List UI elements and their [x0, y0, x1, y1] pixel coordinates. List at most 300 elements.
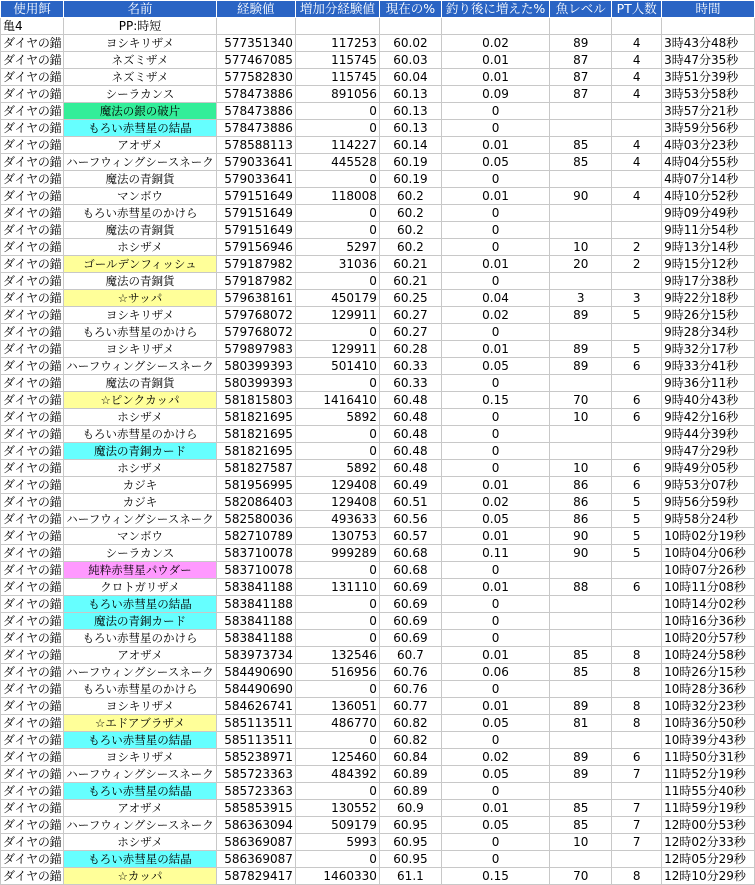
party-size-cell[interactable]	[612, 103, 662, 120]
exp-cell[interactable]: 581815803	[216, 392, 295, 409]
exp-cell[interactable]: 579151649	[216, 222, 295, 239]
current-pct-cell[interactable]: 60.69	[379, 630, 441, 647]
time-cell[interactable]: 10時11分08秒	[662, 579, 755, 596]
name-cell[interactable]: ☆サッパ	[64, 290, 216, 307]
name-cell[interactable]: ハーフウィングシースネーク	[64, 154, 216, 171]
party-size-cell[interactable]: 8	[612, 698, 662, 715]
party-size-cell[interactable]: 4	[612, 69, 662, 86]
name-cell[interactable]: ホシザメ	[64, 834, 216, 851]
exp-cell[interactable]: 583841188	[216, 579, 295, 596]
bait-cell[interactable]: ダイヤの錨	[1, 171, 64, 188]
time-cell[interactable]: 9時53分07秒	[662, 477, 755, 494]
bait-cell[interactable]: ダイヤの錨	[1, 120, 64, 137]
pct-gain-cell[interactable]: 0	[441, 426, 549, 443]
pct-gain-cell[interactable]: 0.01	[441, 698, 549, 715]
time-cell[interactable]: 10時20分57秒	[662, 630, 755, 647]
pct-gain-cell[interactable]: 0.05	[441, 154, 549, 171]
bait-cell[interactable]: ダイヤの錨	[1, 766, 64, 783]
exp-cell[interactable]: 581821695	[216, 443, 295, 460]
name-cell[interactable]: 魔法の銀の破片	[64, 103, 216, 120]
pct-gain-cell[interactable]: 0.02	[441, 749, 549, 766]
party-size-cell[interactable]: 4	[612, 137, 662, 154]
party-size-cell[interactable]: 4	[612, 188, 662, 205]
exp-gain-cell[interactable]: 118008	[295, 188, 379, 205]
pct-gain-cell[interactable]: 0.05	[441, 511, 549, 528]
exp-cell[interactable]: 586369087	[216, 851, 295, 868]
name-cell[interactable]: シーラカンス	[64, 545, 216, 562]
exp-gain-cell[interactable]: 0	[295, 222, 379, 239]
current-pct-cell[interactable]: 60.2	[379, 205, 441, 222]
fish-level-cell[interactable]: 81	[550, 715, 612, 732]
party-size-cell[interactable]	[612, 324, 662, 341]
party-size-cell[interactable]	[612, 681, 662, 698]
exp-cell[interactable]: 580399393	[216, 358, 295, 375]
empty-cell[interactable]	[612, 18, 662, 35]
party-size-cell[interactable]	[612, 613, 662, 630]
party-size-cell[interactable]: 7	[612, 800, 662, 817]
pct-gain-cell[interactable]: 0	[441, 613, 549, 630]
exp-gain-cell[interactable]: 0	[295, 596, 379, 613]
exp-gain-cell[interactable]: 0	[295, 273, 379, 290]
current-pct-cell[interactable]: 60.68	[379, 545, 441, 562]
bait-cell[interactable]: ダイヤの錨	[1, 69, 64, 86]
time-cell[interactable]: 11時59分19秒	[662, 800, 755, 817]
exp-cell[interactable]: 584490690	[216, 681, 295, 698]
exp-cell[interactable]: 578473886	[216, 103, 295, 120]
exp-cell[interactable]: 580399393	[216, 375, 295, 392]
current-pct-cell[interactable]: 60.27	[379, 307, 441, 324]
name-cell[interactable]: シーラカンス	[64, 86, 216, 103]
exp-cell[interactable]: 578473886	[216, 86, 295, 103]
name-cell[interactable]: アオザメ	[64, 647, 216, 664]
exp-gain-cell[interactable]: 486770	[295, 715, 379, 732]
exp-gain-cell[interactable]: 1460330	[295, 868, 379, 885]
name-cell[interactable]: もろい赤彗星の結晶	[64, 783, 216, 800]
time-cell[interactable]: 9時28分34秒	[662, 324, 755, 341]
exp-cell[interactable]: 579156946	[216, 239, 295, 256]
name-cell[interactable]: アオザメ	[64, 137, 216, 154]
time-cell[interactable]: 9時42分16秒	[662, 409, 755, 426]
header-pct-gain[interactable]: 釣り後に増えた%	[441, 1, 549, 18]
fish-level-cell[interactable]: 85	[550, 817, 612, 834]
bait-cell[interactable]: ダイヤの錨	[1, 256, 64, 273]
pct-gain-cell[interactable]: 0	[441, 630, 549, 647]
pct-gain-cell[interactable]: 0.01	[441, 69, 549, 86]
bait-cell[interactable]: ダイヤの錨	[1, 545, 64, 562]
party-size-cell[interactable]	[612, 222, 662, 239]
bait-cell[interactable]: ダイヤの錨	[1, 596, 64, 613]
header-bait[interactable]: 使用餌	[1, 1, 64, 18]
exp-gain-cell[interactable]: 0	[295, 171, 379, 188]
name-cell[interactable]: ハーフウィングシースネーク	[64, 766, 216, 783]
name-cell[interactable]: ネズミザメ	[64, 69, 216, 86]
fish-level-cell[interactable]	[550, 273, 612, 290]
name-cell[interactable]: 魔法の青銅カード	[64, 613, 216, 630]
exp-cell[interactable]: 579187982	[216, 273, 295, 290]
fish-level-cell[interactable]	[550, 613, 612, 630]
name-cell[interactable]: ヨシキリザメ	[64, 307, 216, 324]
pct-gain-cell[interactable]: 0	[441, 596, 549, 613]
name-cell[interactable]: もろい赤彗星のかけら	[64, 324, 216, 341]
pct-gain-cell[interactable]: 0	[441, 324, 549, 341]
name-cell[interactable]: 魔法の青銅貨	[64, 171, 216, 188]
party-size-cell[interactable]: 5	[612, 494, 662, 511]
exp-cell[interactable]: 586369087	[216, 834, 295, 851]
time-cell[interactable]: 4時03分23秒	[662, 137, 755, 154]
current-pct-cell[interactable]: 60.89	[379, 766, 441, 783]
time-cell[interactable]: 10時24分58秒	[662, 647, 755, 664]
time-cell[interactable]: 9時11分54秒	[662, 222, 755, 239]
current-pct-cell[interactable]: 60.84	[379, 749, 441, 766]
exp-gain-cell[interactable]: 891056	[295, 86, 379, 103]
fish-level-cell[interactable]: 10	[550, 834, 612, 851]
name-cell[interactable]: カジキ	[64, 477, 216, 494]
empty-cell[interactable]	[295, 18, 379, 35]
exp-gain-cell[interactable]: 5297	[295, 239, 379, 256]
current-pct-cell[interactable]: 60.14	[379, 137, 441, 154]
party-size-cell[interactable]: 2	[612, 256, 662, 273]
exp-gain-cell[interactable]: 136051	[295, 698, 379, 715]
fish-level-cell[interactable]: 3	[550, 290, 612, 307]
pct-gain-cell[interactable]: 0.05	[441, 715, 549, 732]
fish-level-cell[interactable]: 88	[550, 579, 612, 596]
current-pct-cell[interactable]: 60.02	[379, 35, 441, 52]
name-cell[interactable]: カジキ	[64, 494, 216, 511]
exp-gain-cell[interactable]: 0	[295, 443, 379, 460]
pct-gain-cell[interactable]: 0	[441, 375, 549, 392]
exp-gain-cell[interactable]: 0	[295, 103, 379, 120]
party-size-cell[interactable]	[612, 443, 662, 460]
exp-cell[interactable]: 581821695	[216, 426, 295, 443]
name-cell[interactable]: ゴールデンフィッシュ	[64, 256, 216, 273]
fish-level-cell[interactable]	[550, 732, 612, 749]
time-cell[interactable]: 3時43分48秒	[662, 35, 755, 52]
bait-cell[interactable]: ダイヤの錨	[1, 154, 64, 171]
exp-gain-cell[interactable]: 0	[295, 426, 379, 443]
current-pct-cell[interactable]: 60.56	[379, 511, 441, 528]
header-party-size[interactable]: PT人数	[612, 1, 662, 18]
exp-gain-cell[interactable]: 129408	[295, 494, 379, 511]
time-cell[interactable]: 3時51分39秒	[662, 69, 755, 86]
fish-level-cell[interactable]	[550, 596, 612, 613]
bait-cell[interactable]: ダイヤの錨	[1, 443, 64, 460]
current-pct-cell[interactable]: 60.2	[379, 222, 441, 239]
exp-cell[interactable]: 582580036	[216, 511, 295, 528]
exp-gain-cell[interactable]: 0	[295, 324, 379, 341]
pct-gain-cell[interactable]: 0.01	[441, 579, 549, 596]
header-exp[interactable]: 経験値	[216, 1, 295, 18]
fish-level-cell[interactable]: 85	[550, 800, 612, 817]
time-cell[interactable]: 9時36分11秒	[662, 375, 755, 392]
fish-level-cell[interactable]: 85	[550, 647, 612, 664]
current-pct-cell[interactable]: 60.89	[379, 783, 441, 800]
time-cell[interactable]: 9時58分24秒	[662, 511, 755, 528]
party-size-cell[interactable]: 6	[612, 579, 662, 596]
pct-gain-cell[interactable]: 0	[441, 239, 549, 256]
exp-gain-cell[interactable]: 509179	[295, 817, 379, 834]
pct-gain-cell[interactable]: 0.01	[441, 188, 549, 205]
exp-cell[interactable]: 579768072	[216, 324, 295, 341]
time-cell[interactable]: 9時13分14秒	[662, 239, 755, 256]
exp-gain-cell[interactable]: 493633	[295, 511, 379, 528]
pct-gain-cell[interactable]: 0.05	[441, 358, 549, 375]
party-size-cell[interactable]: 4	[612, 52, 662, 69]
time-cell[interactable]: 10時26分15秒	[662, 664, 755, 681]
name-cell[interactable]: ネズミザメ	[64, 52, 216, 69]
empty-cell[interactable]	[379, 18, 441, 35]
name-cell[interactable]: 魔法の青銅カード	[64, 443, 216, 460]
exp-gain-cell[interactable]: 115745	[295, 69, 379, 86]
fish-level-cell[interactable]: 90	[550, 528, 612, 545]
current-pct-cell[interactable]: 60.95	[379, 851, 441, 868]
fish-level-cell[interactable]: 70	[550, 868, 612, 885]
exp-cell[interactable]: 581821695	[216, 409, 295, 426]
current-pct-cell[interactable]: 61.1	[379, 868, 441, 885]
current-pct-cell[interactable]: 60.19	[379, 154, 441, 171]
bait-cell[interactable]: ダイヤの錨	[1, 851, 64, 868]
current-pct-cell[interactable]: 60.27	[379, 324, 441, 341]
fish-level-cell[interactable]: 10	[550, 460, 612, 477]
exp-cell[interactable]: 579033641	[216, 154, 295, 171]
exp-cell[interactable]: 583710078	[216, 545, 295, 562]
time-cell[interactable]: 9時32分17秒	[662, 341, 755, 358]
pct-gain-cell[interactable]: 0.05	[441, 817, 549, 834]
fish-level-cell[interactable]	[550, 426, 612, 443]
name-cell[interactable]: マンボウ	[64, 188, 216, 205]
name-cell[interactable]: ヨシキリザメ	[64, 749, 216, 766]
party-size-cell[interactable]	[612, 562, 662, 579]
name-cell[interactable]: ☆ピンクカッパ	[64, 392, 216, 409]
pct-gain-cell[interactable]: 0	[441, 834, 549, 851]
bait-cell[interactable]: ダイヤの錨	[1, 817, 64, 834]
exp-cell[interactable]: 579897983	[216, 341, 295, 358]
current-pct-cell[interactable]: 60.49	[379, 477, 441, 494]
bait-cell[interactable]: ダイヤの錨	[1, 460, 64, 477]
exp-cell[interactable]: 579638161	[216, 290, 295, 307]
name-cell[interactable]: 魔法の青銅貨	[64, 375, 216, 392]
exp-gain-cell[interactable]: 129408	[295, 477, 379, 494]
fish-level-cell[interactable]: 85	[550, 154, 612, 171]
time-cell[interactable]: 9時15分12秒	[662, 256, 755, 273]
name-cell[interactable]: ハーフウィングシースネーク	[64, 664, 216, 681]
exp-cell[interactable]: 585113511	[216, 715, 295, 732]
exp-gain-cell[interactable]: 125460	[295, 749, 379, 766]
pct-gain-cell[interactable]: 0	[441, 409, 549, 426]
pct-gain-cell[interactable]: 0	[441, 273, 549, 290]
current-pct-cell[interactable]: 60.95	[379, 817, 441, 834]
exp-cell[interactable]: 584626741	[216, 698, 295, 715]
fish-level-cell[interactable]	[550, 681, 612, 698]
name-cell[interactable]: ヨシキリザメ	[64, 35, 216, 52]
name-cell[interactable]: ハーフウィングシースネーク	[64, 358, 216, 375]
exp-cell[interactable]: 585723363	[216, 766, 295, 783]
exp-cell[interactable]: 583973734	[216, 647, 295, 664]
empty-cell[interactable]	[216, 18, 295, 35]
time-cell[interactable]: 10時02分19秒	[662, 528, 755, 545]
fish-level-cell[interactable]	[550, 205, 612, 222]
name-cell[interactable]: ヨシキリザメ	[64, 341, 216, 358]
bait-cell[interactable]: ダイヤの錨	[1, 273, 64, 290]
pct-gain-cell[interactable]: 0.06	[441, 664, 549, 681]
time-cell[interactable]: 10時07分26秒	[662, 562, 755, 579]
current-pct-cell[interactable]: 60.33	[379, 358, 441, 375]
party-size-cell[interactable]: 5	[612, 545, 662, 562]
exp-cell[interactable]: 577582830	[216, 69, 295, 86]
time-cell[interactable]: 9時17分38秒	[662, 273, 755, 290]
current-pct-cell[interactable]: 60.68	[379, 562, 441, 579]
fish-level-cell[interactable]: 89	[550, 341, 612, 358]
name-cell[interactable]: ☆カッパ	[64, 868, 216, 885]
current-pct-cell[interactable]: 60.03	[379, 52, 441, 69]
exp-gain-cell[interactable]: 5892	[295, 460, 379, 477]
name-cell[interactable]: アオザメ	[64, 800, 216, 817]
exp-cell[interactable]: 585723363	[216, 783, 295, 800]
header-fish-level[interactable]: 魚レベル	[550, 1, 612, 18]
party-size-cell[interactable]: 5	[612, 528, 662, 545]
time-cell[interactable]: 9時47分29秒	[662, 443, 755, 460]
time-cell[interactable]: 10時16分36秒	[662, 613, 755, 630]
exp-cell[interactable]: 577467085	[216, 52, 295, 69]
fish-level-cell[interactable]	[550, 851, 612, 868]
exp-gain-cell[interactable]: 0	[295, 562, 379, 579]
empty-cell[interactable]	[441, 18, 549, 35]
name-cell[interactable]: マンボウ	[64, 528, 216, 545]
pct-gain-cell[interactable]: 0	[441, 851, 549, 868]
bait-cell[interactable]: ダイヤの錨	[1, 579, 64, 596]
current-pct-cell[interactable]: 60.48	[379, 460, 441, 477]
pct-gain-cell[interactable]: 0.01	[441, 137, 549, 154]
exp-cell[interactable]: 579768072	[216, 307, 295, 324]
party-size-cell[interactable]: 6	[612, 749, 662, 766]
name-cell[interactable]: ☆エドアブラザメ	[64, 715, 216, 732]
exp-gain-cell[interactable]: 130753	[295, 528, 379, 545]
pct-gain-cell[interactable]: 0	[441, 562, 549, 579]
pct-gain-cell[interactable]: 0	[441, 783, 549, 800]
party-size-cell[interactable]: 6	[612, 409, 662, 426]
pct-gain-cell[interactable]: 0.01	[441, 477, 549, 494]
bait-cell[interactable]: ダイヤの錨	[1, 290, 64, 307]
exp-cell[interactable]: 579033641	[216, 171, 295, 188]
party-size-cell[interactable]	[612, 851, 662, 868]
exp-cell[interactable]: 578588113	[216, 137, 295, 154]
time-cell[interactable]: 9時40分43秒	[662, 392, 755, 409]
bait-cell[interactable]: ダイヤの錨	[1, 426, 64, 443]
bait-cell[interactable]: ダイヤの錨	[1, 511, 64, 528]
exp-gain-cell[interactable]: 0	[295, 375, 379, 392]
time-cell[interactable]: 4時04分55秒	[662, 154, 755, 171]
bait-cell[interactable]: ダイヤの錨	[1, 783, 64, 800]
current-pct-cell[interactable]: 60.04	[379, 69, 441, 86]
fish-level-cell[interactable]: 89	[550, 358, 612, 375]
pct-gain-cell[interactable]: 0	[441, 103, 549, 120]
party-size-cell[interactable]: 7	[612, 834, 662, 851]
bait-cell[interactable]: ダイヤの錨	[1, 630, 64, 647]
exp-cell[interactable]: 583841188	[216, 630, 295, 647]
name-cell[interactable]: クロトガリザメ	[64, 579, 216, 596]
bait-cell[interactable]: ダイヤの錨	[1, 239, 64, 256]
exp-gain-cell[interactable]: 0	[295, 630, 379, 647]
time-cell[interactable]: 4時10分52秒	[662, 188, 755, 205]
sub-note[interactable]: PP:時短	[64, 18, 216, 35]
exp-cell[interactable]: 578473886	[216, 120, 295, 137]
exp-gain-cell[interactable]: 0	[295, 732, 379, 749]
party-size-cell[interactable]: 8	[612, 664, 662, 681]
fish-level-cell[interactable]	[550, 443, 612, 460]
bait-cell[interactable]: ダイヤの錨	[1, 681, 64, 698]
exp-cell[interactable]: 582710789	[216, 528, 295, 545]
name-cell[interactable]: ハーフウィングシースネーク	[64, 511, 216, 528]
pct-gain-cell[interactable]: 0	[441, 681, 549, 698]
party-size-cell[interactable]	[612, 630, 662, 647]
party-size-cell[interactable]	[612, 732, 662, 749]
pct-gain-cell[interactable]: 0.09	[441, 86, 549, 103]
pct-gain-cell[interactable]: 0	[441, 443, 549, 460]
party-size-cell[interactable]: 2	[612, 239, 662, 256]
name-cell[interactable]: もろい赤彗星のかけら	[64, 681, 216, 698]
fish-level-cell[interactable]	[550, 630, 612, 647]
pct-gain-cell[interactable]: 0.01	[441, 341, 549, 358]
party-size-cell[interactable]	[612, 273, 662, 290]
party-size-cell[interactable]: 7	[612, 817, 662, 834]
exp-cell[interactable]: 577351340	[216, 35, 295, 52]
name-cell[interactable]: ホシザメ	[64, 460, 216, 477]
exp-cell[interactable]: 583841188	[216, 613, 295, 630]
exp-cell[interactable]: 587829417	[216, 868, 295, 885]
fish-level-cell[interactable]: 89	[550, 749, 612, 766]
exp-gain-cell[interactable]: 1416410	[295, 392, 379, 409]
time-cell[interactable]: 11時52分19秒	[662, 766, 755, 783]
time-cell[interactable]: 10時39分43秒	[662, 732, 755, 749]
current-pct-cell[interactable]: 60.82	[379, 715, 441, 732]
name-cell[interactable]: 純粋赤彗星パウダー	[64, 562, 216, 579]
fish-level-cell[interactable]: 89	[550, 766, 612, 783]
pct-gain-cell[interactable]: 0	[441, 205, 549, 222]
fish-level-cell[interactable]	[550, 222, 612, 239]
pct-gain-cell[interactable]: 0.02	[441, 35, 549, 52]
fish-level-cell[interactable]	[550, 171, 612, 188]
bait-cell[interactable]: ダイヤの錨	[1, 392, 64, 409]
party-size-cell[interactable]	[612, 375, 662, 392]
party-size-cell[interactable]: 6	[612, 460, 662, 477]
party-size-cell[interactable]: 8	[612, 868, 662, 885]
name-cell[interactable]: ホシザメ	[64, 409, 216, 426]
name-cell[interactable]: もろい赤彗星の結晶	[64, 596, 216, 613]
exp-cell[interactable]: 579151649	[216, 188, 295, 205]
exp-gain-cell[interactable]: 0	[295, 681, 379, 698]
bait-cell[interactable]: ダイヤの錨	[1, 834, 64, 851]
exp-gain-cell[interactable]: 117253	[295, 35, 379, 52]
bait-cell[interactable]: ダイヤの錨	[1, 749, 64, 766]
bait-cell[interactable]: ダイヤの錨	[1, 800, 64, 817]
party-size-cell[interactable]	[612, 426, 662, 443]
exp-cell[interactable]: 579151649	[216, 205, 295, 222]
bait-cell[interactable]: ダイヤの錨	[1, 375, 64, 392]
fish-level-cell[interactable]	[550, 375, 612, 392]
fish-level-cell[interactable]: 89	[550, 307, 612, 324]
current-pct-cell[interactable]: 60.76	[379, 681, 441, 698]
current-pct-cell[interactable]: 60.9	[379, 800, 441, 817]
bait-cell[interactable]: ダイヤの錨	[1, 188, 64, 205]
exp-gain-cell[interactable]: 5892	[295, 409, 379, 426]
party-size-cell[interactable]: 3	[612, 290, 662, 307]
pct-gain-cell[interactable]: 0.01	[441, 647, 549, 664]
exp-gain-cell[interactable]: 0	[295, 120, 379, 137]
bait-cell[interactable]: ダイヤの錨	[1, 647, 64, 664]
pct-gain-cell[interactable]: 0	[441, 222, 549, 239]
pct-gain-cell[interactable]: 0.01	[441, 256, 549, 273]
party-size-cell[interactable]: 7	[612, 766, 662, 783]
bait-cell[interactable]: ダイヤの錨	[1, 732, 64, 749]
